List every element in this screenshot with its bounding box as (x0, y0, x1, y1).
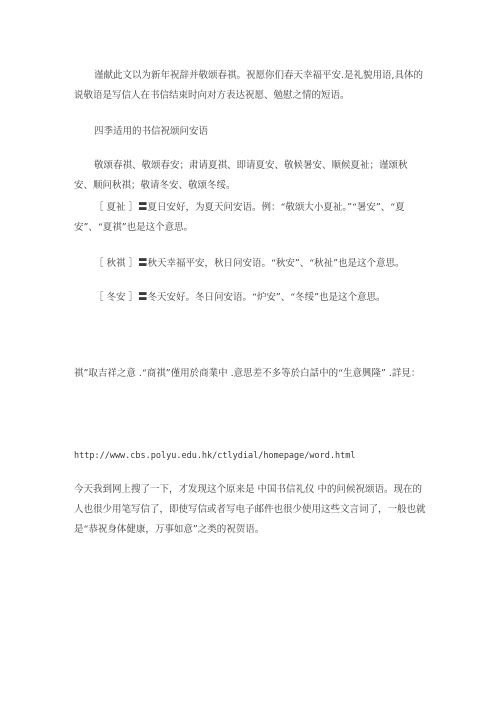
closing-paragraph: 今天我到网上搜了一下，才发现这个原来是 中国书信礼仪 中的问候祝颂语。现在的人也很少用笔写信了，即使写信或者写电子邮件也很少使用这些文言词了，一般也就是“恭祝身体健康，万事如意”之类的祝贺语。 (74, 484, 426, 535)
winter-greeting-paragraph: ［ 冬安 ］〓冬天安好。冬日问安语。“炉安”、“冬绥”也是这个意思。 (94, 292, 386, 303)
autumn-greeting-paragraph: ［ 秋祺 ］〓秋天幸福平安，秋日问安语。“秋安”、“秋祉”也是这个意思。 (94, 258, 405, 269)
section-heading: 四季适用的书信祝颂问安语 (94, 126, 209, 137)
business-greeting-paragraph: 祺”取吉祥之意 .“商祺”僅用於商業中 .意思差不多等於白話中的“生意興隆” .詳見： (74, 368, 421, 379)
reference-url: http://www.cbs.polyu.edu.hk/ctlydial/homepage/word.html (74, 451, 356, 461)
intro-paragraph: 谨献此文以为新年祝辞并敬颂春祺。祝愿你们春天幸福平安.是礼貌用语,具体的说敬语是写信人在书信结束时向对方表达祝愿、勉慰之情的短语。 (74, 70, 424, 101)
summer-greeting-paragraph: ［ 夏祉 ］〓夏日安好，为夏天问安语。例：“敬颂大小夏祉。”“暑安”、“夏安”、“夏祺”也是这个意思。 (74, 202, 405, 233)
seasonal-greetings-paragraph: 敬颂春祺、敬颂春安；肃请夏祺、即请夏安、敬候暑安、顺候夏祉；谨颂秋安、顺问秋祺；敬请冬安、敬颂冬绥。 (74, 160, 408, 191)
